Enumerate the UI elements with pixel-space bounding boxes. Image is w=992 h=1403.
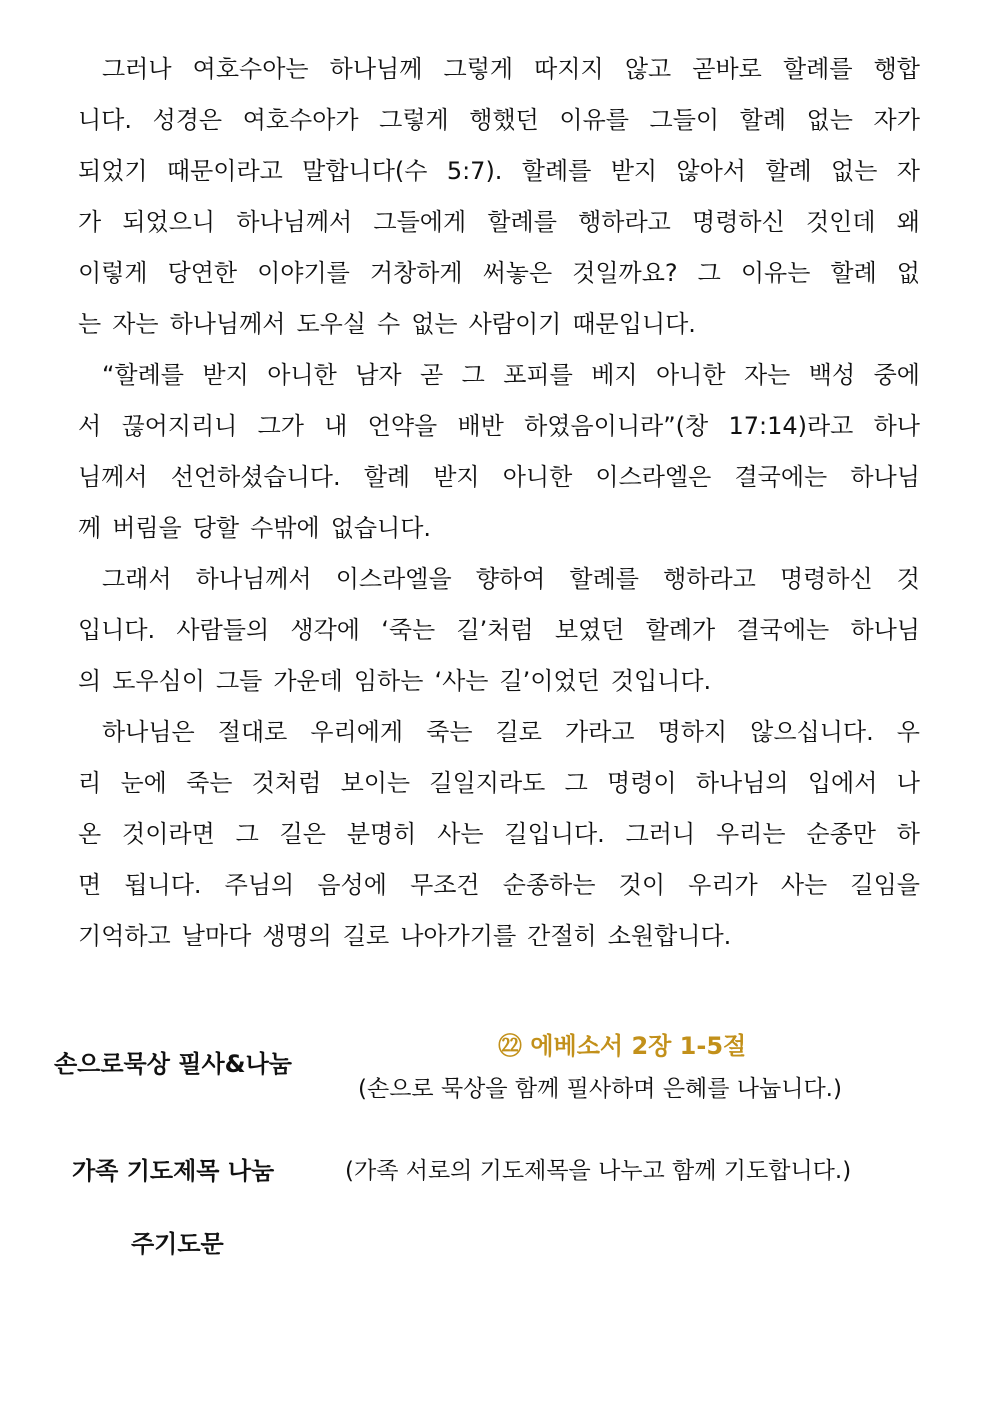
scripture-reference: ㉒ 에베소서 2장 1-5절 [498, 1032, 747, 1060]
word: 남자 [355, 361, 402, 389]
word: 것 [896, 565, 920, 593]
paragraph-4-line [78, 911, 920, 962]
word: 이렇게 [78, 259, 148, 287]
word: 그들에게 [373, 208, 467, 236]
word: 길일지라도 [429, 769, 546, 797]
word: 생각에 [290, 616, 360, 644]
word: 할례 [739, 106, 787, 134]
word: 배반 [457, 412, 504, 440]
word: 결국에는 [736, 616, 830, 644]
word: 하나님은 [102, 718, 195, 746]
word: 때문입니다. [572, 310, 696, 338]
word: 그렇게 [379, 106, 449, 134]
word: 것이라면 [122, 820, 215, 848]
prayer-description: (가족 서로의 기도제목을 나누고 함께 기도합니다.) [345, 1158, 852, 1184]
word: 끊어지리니 [121, 412, 238, 440]
word: 그 [697, 259, 721, 287]
word: 할례를 [487, 208, 557, 236]
word: 거창하게 [369, 259, 463, 287]
word: 받지 [610, 157, 658, 185]
word: 결국에는 [734, 463, 828, 491]
word: 가운데 [273, 667, 343, 695]
word: 할례가 [645, 616, 716, 644]
word: 할례를 [521, 157, 592, 185]
word: 자는 [112, 310, 159, 338]
paragraph-1-line [78, 146, 920, 197]
paragraph-2-line [78, 503, 920, 554]
word: 행하라고 [578, 208, 671, 236]
word: 길’이었던 [499, 667, 600, 695]
paragraph-4-line [78, 809, 920, 860]
word: 소원합니다. [607, 922, 732, 950]
word: 도우실 [296, 310, 367, 338]
word: 되었으니 [122, 208, 216, 236]
word: 우리가 [688, 871, 758, 899]
word: 이스라엘을 [335, 565, 452, 593]
word: 그 [235, 820, 259, 848]
paragraph-3-line [78, 605, 920, 656]
word: 날마다 [181, 922, 252, 950]
prayer-label: 가족 기도제목 나눔 [72, 1157, 275, 1185]
word: 때문이라고 [166, 157, 283, 185]
word: 없는 [806, 106, 853, 134]
word: 그 [564, 769, 588, 797]
word: 할례 [830, 259, 877, 287]
word: 길은 [279, 820, 326, 848]
word: 보이는 [340, 769, 411, 797]
word: 죽는 [186, 769, 233, 797]
word: 이유는 [740, 259, 811, 287]
word: 그가 [257, 412, 304, 440]
word: 길입니다. [504, 820, 605, 848]
word: 아니한 [656, 361, 726, 389]
word: 분명히 [346, 820, 417, 848]
word: 그렇게 [443, 55, 514, 83]
word: 간절히 [527, 922, 597, 950]
word: 의 [78, 667, 102, 695]
word: 없는 [411, 310, 458, 338]
word: ‘사는 [434, 667, 489, 695]
word: 이유를 [559, 106, 629, 134]
word: 그들이 [649, 106, 720, 134]
word: 자는 [743, 361, 791, 389]
word: 주님의 [224, 871, 295, 899]
word: 우리는 [716, 820, 786, 848]
word: 니다. [78, 106, 132, 134]
paragraph-4-line [78, 758, 920, 809]
paragraph-1-line [78, 197, 920, 248]
word: 그래서 [102, 565, 172, 593]
word: 사는 [780, 871, 828, 899]
word: 가라고 [564, 718, 635, 746]
word: 내 [324, 412, 348, 440]
word: 선언하셨습니다. [170, 463, 341, 491]
word: 써놓은 [482, 259, 553, 287]
word: 언약을 [367, 412, 438, 440]
word: 하나님의 [695, 769, 789, 797]
word: 없는 [831, 157, 878, 185]
word: 길’처럼 [456, 616, 534, 644]
paragraph-4-line [78, 860, 920, 911]
word: 가 [78, 208, 102, 236]
word: 기억하고 [78, 922, 171, 950]
word: 께 [78, 514, 102, 542]
paragraph-3-line [78, 656, 920, 707]
word: 것입니다. [610, 667, 712, 695]
word: 그러나 [102, 55, 172, 83]
word: 순종만 [806, 820, 876, 848]
word: 음성에 [317, 871, 387, 899]
paragraph-1-line [78, 95, 920, 146]
word: 보였던 [554, 616, 625, 644]
word: 명령하신 [692, 208, 785, 236]
word: 입에서 [807, 769, 878, 797]
word: 것일까요? [572, 259, 678, 287]
word: 명령하신 [779, 565, 873, 593]
word: 할례를 [569, 565, 639, 593]
paragraph-2-line [78, 452, 920, 503]
word: 곧바로 [692, 55, 762, 83]
lords-prayer-label: 주기도문 [131, 1230, 224, 1258]
word: 않아서 [676, 157, 746, 185]
word: 님께서 [78, 463, 148, 491]
word: 됩니다. [124, 871, 202, 899]
word: 받지 [202, 361, 249, 389]
word: 5:7). [446, 157, 503, 185]
paragraph-1-line [78, 299, 920, 350]
word: 자 [896, 157, 920, 185]
word: 이스라엘은 [595, 463, 712, 491]
word: 이야기를 [257, 259, 350, 287]
word: 하나님 [850, 616, 920, 644]
word: 수 [377, 310, 401, 338]
word: 없 [896, 259, 920, 287]
word: 할례 [765, 157, 812, 185]
word: 입니다. [78, 616, 156, 644]
word: 하나님 [850, 463, 920, 491]
word: 수밖에 [250, 514, 320, 542]
word: 않으십니다. [750, 718, 874, 746]
word: 하나님께서 [236, 208, 353, 236]
word: 그 [461, 361, 485, 389]
word: 는 [78, 310, 102, 338]
word: 길로 [342, 922, 390, 950]
word: 것이 [618, 871, 666, 899]
meditation-description: (손으로 묵상을 함께 필사하며 은혜를 나눕니다.) [358, 1076, 842, 1102]
meditation-label: 손으로묵상 필사&나눔 [54, 1050, 292, 1078]
word: 17:14)라고 [728, 412, 854, 440]
word: 여호수아가 [242, 106, 359, 134]
paragraph-2-line [78, 350, 920, 401]
word: 향하여 [475, 565, 546, 593]
word: 행했던 [469, 106, 539, 134]
word: 아니한 [502, 463, 573, 491]
word: 절대로 [217, 718, 288, 746]
word: 사람이기 [468, 310, 562, 338]
word: 왜 [896, 208, 920, 236]
word: 여호수아는 [192, 55, 309, 83]
word: 백성 [808, 361, 856, 389]
word: 하 [896, 820, 920, 848]
word: 순종하는 [502, 871, 596, 899]
word: 나 [896, 769, 920, 797]
word: 길로 [495, 718, 542, 746]
word: 곧 [420, 361, 444, 389]
word: “할례를 [102, 361, 184, 389]
paragraph-3-line [78, 554, 920, 605]
word: 행합 [873, 55, 920, 83]
word: 그러니 [625, 820, 696, 848]
paragraph-1-line [78, 248, 920, 299]
body-text [78, 44, 920, 962]
word: 온 [78, 820, 102, 848]
word: 사람들의 [176, 616, 270, 644]
word: 우 [896, 718, 920, 746]
word: 눈에 [120, 769, 167, 797]
word: 하나님께서 [169, 310, 286, 338]
word: 받지 [433, 463, 480, 491]
word: 되었기 [78, 157, 148, 185]
word: 임하는 [353, 667, 424, 695]
word: 명령이 [607, 769, 677, 797]
word: 당할 [192, 514, 240, 542]
word: 당연한 [167, 259, 238, 287]
word: 버림을 [112, 514, 182, 542]
word: 우리에게 [310, 718, 404, 746]
word: 죽는 [426, 718, 473, 746]
word: 중에 [873, 361, 920, 389]
word: 말합니다(수 [302, 157, 428, 185]
word: 할례를 [782, 55, 853, 83]
word: 베지 [591, 361, 638, 389]
word: 그들 [215, 667, 263, 695]
word: 행하라고 [663, 565, 756, 593]
paragraph-1-line [78, 44, 920, 95]
word: 나아가기를 [400, 922, 517, 950]
word: 것처럼 [251, 769, 322, 797]
word: 없습니다. [330, 514, 432, 542]
paragraph-4-line [78, 707, 920, 758]
word: 하나님께 [329, 55, 423, 83]
word: 무조건 [410, 871, 480, 899]
paragraph-2-line [78, 401, 920, 452]
word: 하였음이니라”(창 [524, 412, 709, 440]
word: 성경은 [152, 106, 223, 134]
word: 따지지 [534, 55, 604, 83]
word: 할례 [363, 463, 411, 491]
word: 리 [78, 769, 102, 797]
word: 도우심이 [112, 667, 205, 695]
word: 않고 [624, 55, 672, 83]
word: 생명의 [262, 922, 332, 950]
word: 길임을 [850, 871, 920, 899]
word: 하나 [873, 412, 920, 440]
word: 포피를 [503, 361, 573, 389]
word: ‘죽는 [381, 616, 436, 644]
word: 사는 [437, 820, 484, 848]
word: 하나님께서 [195, 565, 312, 593]
word: 명하지 [657, 718, 728, 746]
word: 아니한 [267, 361, 337, 389]
word: 면 [78, 871, 102, 899]
word: 자가 [873, 106, 920, 134]
word: 것인데 [805, 208, 876, 236]
word: 서 [78, 412, 102, 440]
